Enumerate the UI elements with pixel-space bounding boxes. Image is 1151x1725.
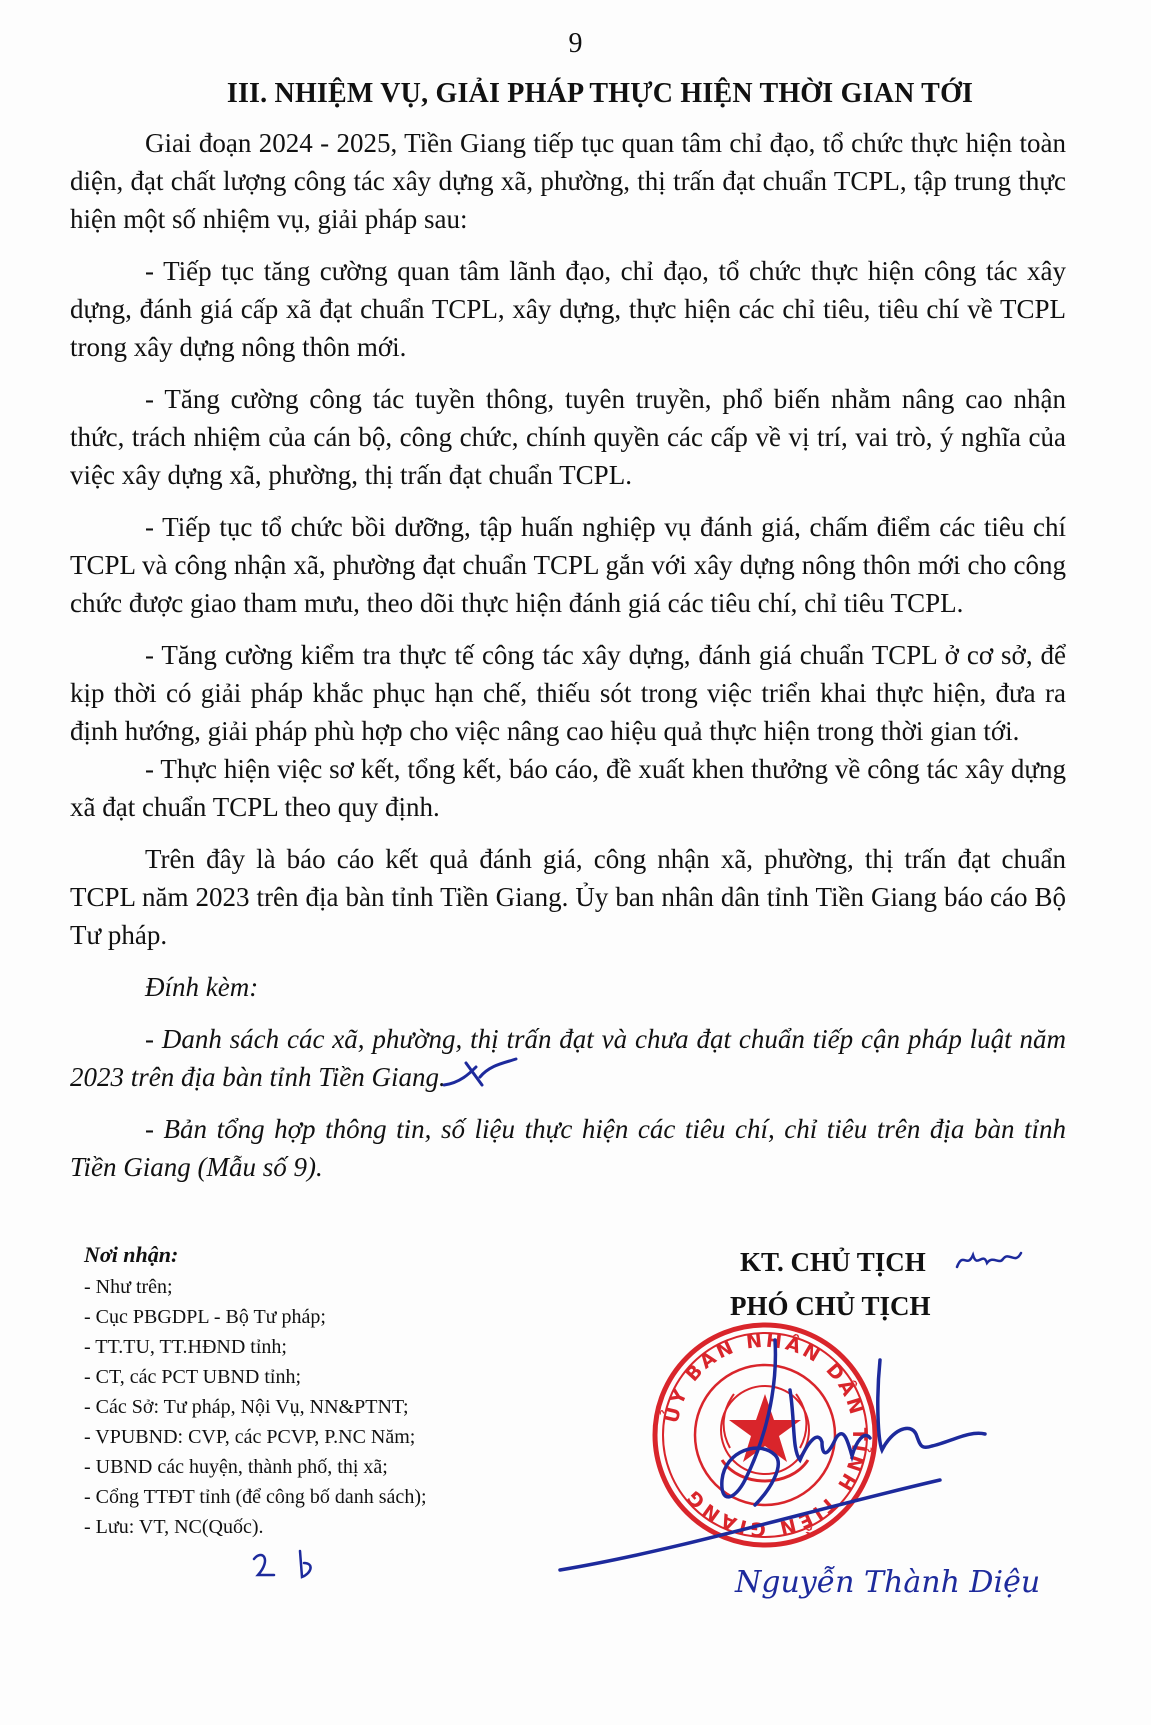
recipient-item: - VPUBND: CVP, các PCVP, P.NC Năm; [84,1426,416,1448]
task-item: - Tiếp tục tổ chức bồi dưỡng, tập huấn nghiệp vụ đánh giá, chấm điểm các tiêu chí TCPL và công nhận xã, phường đạt chuẩn TCPL gắn với xây dựng nông thôn mới cho công chức được giao tham mưu, theo dõi thực hiện đánh giá các tiêu chí, chỉ tiêu TCPL. [70,512,1066,618]
recipient-item: - Như trên; [84,1276,173,1298]
task-item: - Tăng cường kiểm tra thực tế công tác xây dựng, đánh giá chuẩn TCPL ở cơ sở, để kịp thời có giải pháp khắc phục hạn chế, thiếu sót trong việc triển khai thực hiện, đưa ra định hướng, giải pháp phù hợp cho việc nâng cao hiệu quả thực hiện trong thời gian tới. [70,640,1066,746]
title-initial-mark [955,1245,1025,1275]
signer-name: Nguyễn Thành Diệu [735,1565,1041,1600]
task-item: - Thực hiện việc sơ kết, tổng kết, báo cáo, đề xuất khen thưởng về công tác xây dựng xã đạt chuẩn TCPL theo quy định. [70,754,1066,822]
attachments-label: Đính kèm: [145,972,259,1002]
attachment-item: - Bản tổng hợp thông tin, số liệu thực hiện các tiêu chí, chỉ tiêu trên địa bàn tỉnh Tiền Giang (Mẫu số 9). [70,1114,1066,1182]
signature-stroke [560,1330,990,1590]
signature-title: KT. CHỦ TỊCH [740,1247,926,1277]
task-item: - Tiếp tục tăng cường quan tâm lãnh đạo, chỉ đạo, tổ chức thực hiện công tác xây dựng, đánh giá cấp xã đạt chuẩn TCPL, xây dựng, thực hiện các chỉ tiêu, tiêu chí về TCPL trong xây dựng nông thôn mới. [70,256,1066,362]
recipient-item: - Lưu: VT, NC(Quốc). [84,1516,264,1538]
section-title: III. NHIỆM VỤ, GIẢI PHÁP THỰC HIỆN THỜI GIAN TỚI [226,78,974,109]
recipient-item: - TT.TU, TT.HĐND tỉnh; [84,1336,287,1358]
initial-mark [440,1055,520,1095]
recipient-item: - Cổng TTĐT tỉnh (để công bố danh sách); [84,1486,427,1508]
handwritten-note [250,1545,330,1585]
recipient-item: - CT, các PCT UBND tỉnh; [84,1366,302,1388]
recipients-label: Nơi nhận: [84,1242,179,1267]
recipient-item: - UBND các huyện, thành phố, thị xã; [84,1456,388,1478]
attachment-item: - Danh sách các xã, phường, thị trấn đạt và chưa đạt chuẩn tiếp cận pháp luật năm 2023 trên địa bàn tỉnh Tiền Giang. [70,1024,1066,1092]
page-number: 9 [568,28,583,59]
recipient-item: - Cục PBGDPL - Bộ Tư pháp; [84,1306,326,1328]
task-item: - Tăng cường công tác tuyền thông, tuyên truyền, phổ biến nhằm nâng cao nhận thức, trách nhiệm của cán bộ, công chức, chính quyền các cấp về vị trí, vai trò, ý nghĩa của việc xây dựng xã, phường, thị trấn đạt chuẩn TCPL. [70,384,1066,490]
recipient-item: - Các Sở: Tư pháp, Nội Vụ, NN&PTNT; [84,1396,409,1418]
conclusion-paragraph: Trên đây là báo cáo kết quả đánh giá, công nhận xã, phường, thị trấn đạt chuẩn TCPL năm 2023 trên địa bàn tỉnh Tiền Giang. Ủy ban nhân dân tỉnh Tiền Giang báo cáo Bộ Tư pháp. [70,844,1066,950]
signature-subtitle: PHÓ CHỦ TỊCH [730,1291,931,1321]
intro-paragraph: Giai đoạn 2024 - 2025, Tiền Giang tiếp tục quan tâm chỉ đạo, tổ chức thực hiện toàn diện, đạt chất lượng công tác xây dựng xã, phường, thị trấn đạt chuẩn TCPL, tập trung thực hiện một số nhiệm vụ, giải pháp sau: [70,128,1066,234]
seal-text: ỦY BAN NHÂN DÂN TỈNH TIỀN GIANG [660,1329,871,1541]
document-body [70,124,1066,1186]
